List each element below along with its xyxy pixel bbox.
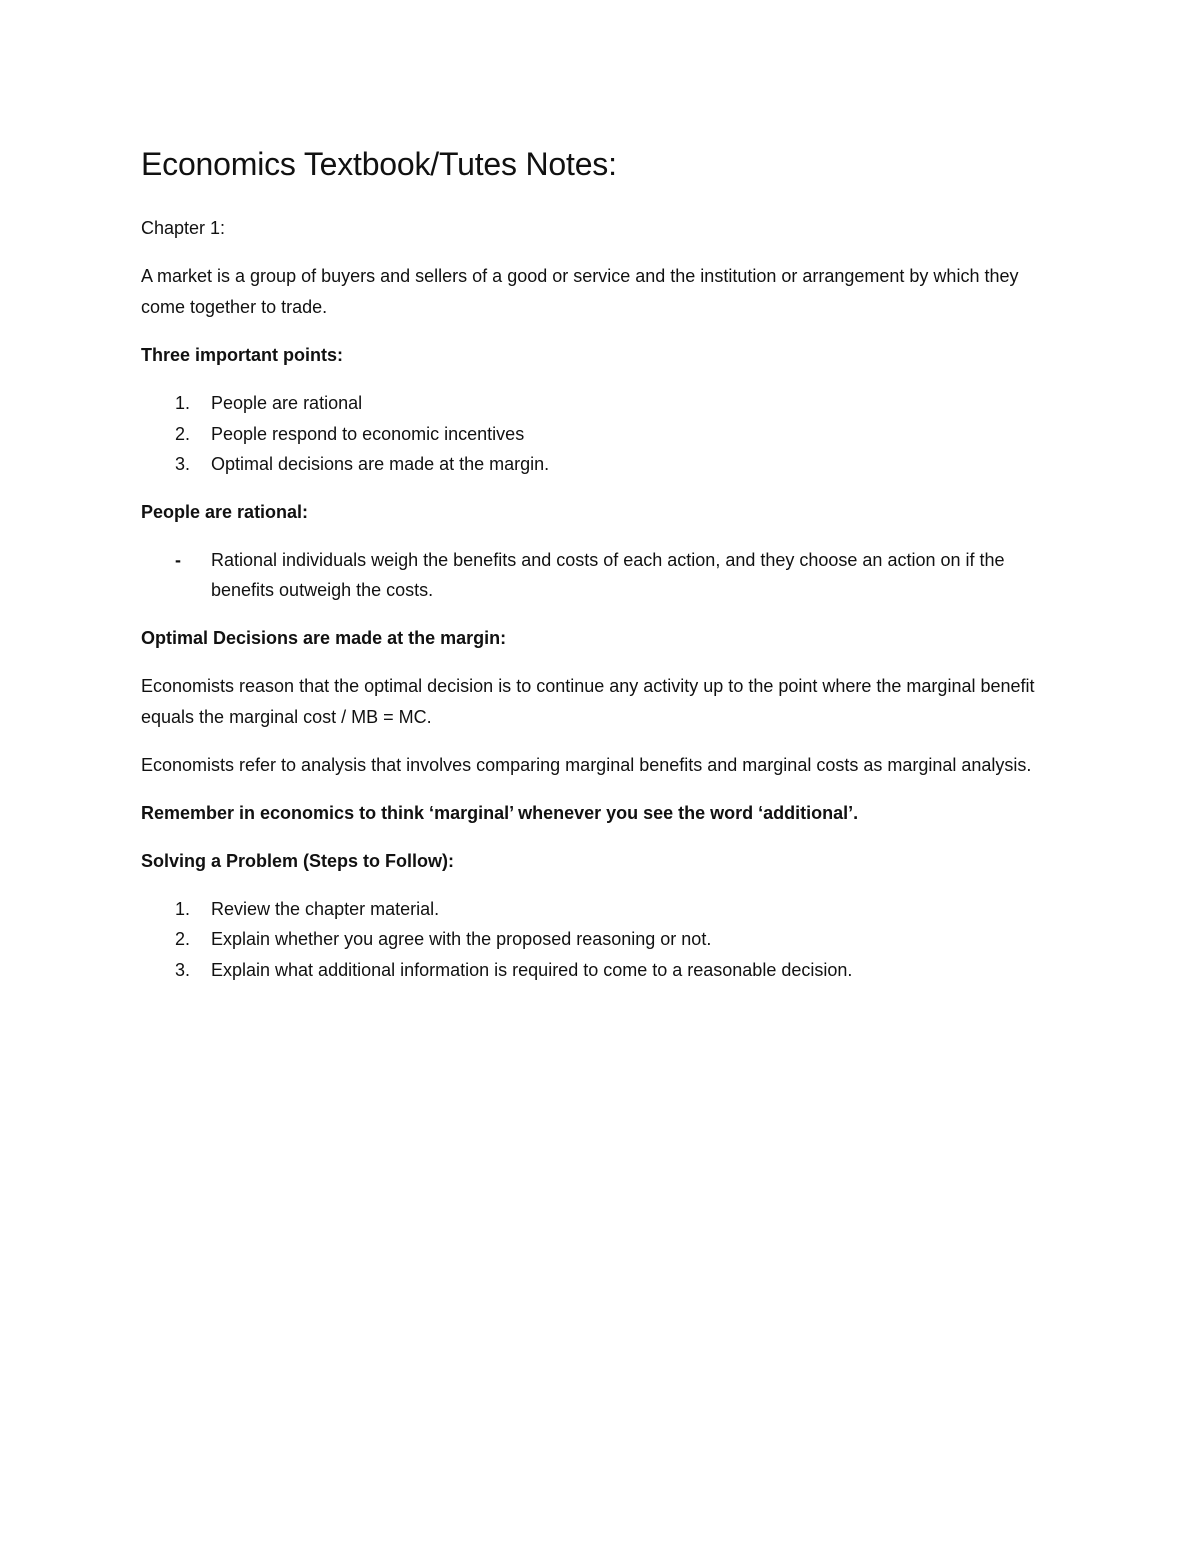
optimal-heading: Optimal Decisions are made at the margin: xyxy=(141,627,507,648)
list-item xyxy=(141,545,1056,606)
list-item xyxy=(141,924,1056,955)
rational-bullet-list xyxy=(141,545,1056,606)
list-item-text: People respond to economic incentives xyxy=(211,423,525,444)
dash-bullet: - xyxy=(175,549,181,570)
remember-note: Remember in economics to think ‘marginal’ whenever you see the word ‘additional’. xyxy=(141,802,859,823)
solving-heading: Solving a Problem (Steps to Follow): xyxy=(141,850,455,871)
list-item-text: Explain what additional information is required to come to a reasonable decision. xyxy=(211,959,853,980)
list-item-text: Optimal decisions are made at the margin. xyxy=(211,454,550,474)
three-points-list xyxy=(141,388,1056,480)
list-item-text: Rational individuals weigh the benefits and costs of each action, and they choose an action on if the benefits outweigh the costs. xyxy=(211,549,1005,600)
list-marker: 1. xyxy=(175,393,191,413)
list-marker: 2. xyxy=(175,423,191,444)
market-definition: A market is a group of buyers and sellers of a good or service and the institution or arrangement by which they come together to trade. xyxy=(141,266,1019,317)
list-item xyxy=(141,955,1056,986)
list-marker: 2. xyxy=(175,929,191,949)
list-item-text: People are rational xyxy=(211,393,363,413)
document-content xyxy=(141,142,1056,985)
list-item-text: Explain whether you agree with the proposed reasoning or not. xyxy=(211,929,712,949)
solving-steps-list xyxy=(141,894,1056,986)
list-item xyxy=(141,449,1056,480)
list-item xyxy=(141,388,1056,419)
optimal-paragraph-2: Economists refer to analysis that involves comparing marginal benefits and marginal costs as marginal analysis. xyxy=(141,754,1032,775)
list-marker: 1. xyxy=(175,898,191,919)
chapter-label: Chapter 1: xyxy=(141,218,226,238)
list-item-text: Review the chapter material. xyxy=(211,898,440,919)
rational-heading: People are rational: xyxy=(141,501,309,522)
document-title: Economics Textbook/Tutes Notes: xyxy=(141,146,617,182)
optimal-paragraph-1: Economists reason that the optimal decision is to continue any activity up to the point where the marginal benefit equals the marginal cost / MB = MC. xyxy=(141,675,1035,727)
list-marker: 3. xyxy=(175,959,191,980)
list-item xyxy=(141,894,1056,925)
list-item xyxy=(141,419,1056,450)
three-points-heading: Three important points: xyxy=(141,345,343,365)
list-marker: 3. xyxy=(175,454,191,474)
